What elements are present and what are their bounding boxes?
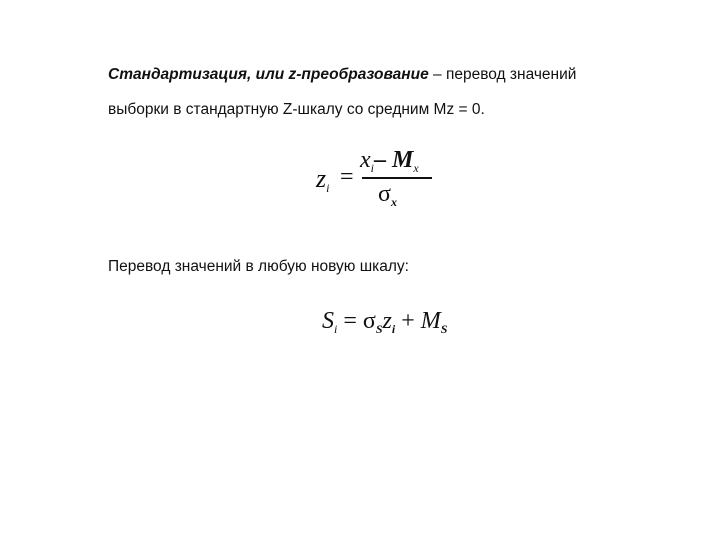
formula-z-equals: = [340, 164, 354, 190]
m-symbol: M [392, 147, 414, 173]
definition-line-1 [108, 66, 576, 85]
x-subscript: i [370, 161, 374, 175]
sigma-subscript: x [390, 195, 397, 209]
m-subscript: S [440, 322, 448, 336]
formula-z-denominator [378, 181, 397, 208]
equals-sign: = [343, 308, 357, 334]
m-subscript: x [413, 161, 419, 175]
z-subscript: i [326, 181, 330, 195]
z-score-formula [312, 147, 442, 213]
m-symbol: M [420, 308, 441, 334]
plus-sign: + [401, 308, 415, 334]
formula-s-body [322, 308, 447, 335]
formula-z-numerator [360, 147, 419, 174]
z-symbol: z [316, 164, 327, 193]
z-symbol: z [382, 308, 392, 334]
s-subscript: i [334, 322, 338, 336]
sigma-symbol: σ [362, 308, 376, 334]
formula-z-lhs [316, 164, 329, 194]
sigma-subscript: S [375, 322, 383, 336]
new-scale-line: Перевод значений в любую новую шкалу: [108, 258, 409, 275]
term-standardization: Стандартизация, или z-преобразование [108, 66, 429, 83]
definition-text: – перевод значений [428, 66, 577, 83]
definition-line-2: выборки в стандартную Z-шкалу со средним Mz = 0. [108, 101, 485, 118]
s-symbol: S [322, 308, 334, 334]
sigma-symbol: σ [378, 181, 391, 207]
minus-sign: – [374, 147, 386, 173]
new-scale-formula [322, 308, 462, 340]
fraction-bar [362, 177, 432, 179]
x-symbol: x [360, 147, 371, 173]
z-subscript: i [391, 322, 396, 336]
